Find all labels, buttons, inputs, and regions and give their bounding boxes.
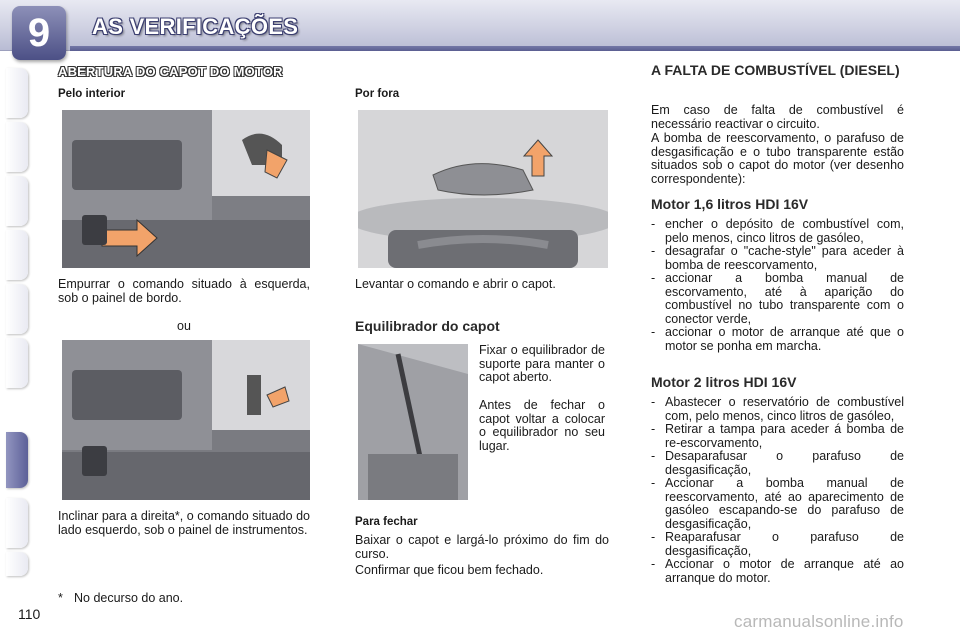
chapter-tab[interactable] <box>6 176 28 226</box>
balancer-text-2: Antes de fechar o capot voltar a colocar o equilibrador no seu lugar. <box>479 398 605 453</box>
exterior-latch-illustration <box>358 110 608 268</box>
interior-heading: Pelo interior <box>58 88 126 100</box>
engine-2-steps <box>651 396 904 585</box>
balancer-heading: Equilibrador do capot <box>355 318 500 334</box>
interior-release-lever-photo <box>62 110 310 268</box>
interior-release-lever-alt-photo <box>62 340 310 500</box>
exterior-caption: Levantar o comando e abrir o capot. <box>355 277 556 291</box>
hood-prop-illustration <box>358 344 468 500</box>
footnote-marker: * <box>58 591 63 605</box>
engine-16-heading: Motor 1,6 litros HDI 16V <box>651 196 809 212</box>
footnote-text: No decurso do ano. <box>74 591 184 605</box>
list-item: - Retirar a tampa para aceder á bomba de re-escorvamento, <box>651 423 904 450</box>
list-item: - Abastecer o reservatório de combustível com, pelo menos, cinco litros de gasóleo, <box>651 396 904 423</box>
fuel-shortage-intro-2: A bomba de reescorvamento, o parafuso de desgasificação e o tubo transparente estão situados sob o capot do motor (ver desenho correspondente): <box>651 131 904 186</box>
interior-caption-2: Inclinar para a direita*, o comando situado do lado esquerdo, sob o painel de instrumentos. <box>58 509 310 537</box>
chapter-tab-strip <box>0 60 30 580</box>
close-text-1: Baixar o capot e largá-lo próximo do fim do curso. <box>355 533 609 561</box>
exterior-latch-photo <box>358 110 608 268</box>
engine-16-steps <box>651 218 904 353</box>
or-label: ou <box>177 319 191 333</box>
interior-release-lever-alt-illustration <box>62 340 310 500</box>
list-item: - Desaparafusar o parafuso de desgasificação, <box>651 450 904 477</box>
list-item: - encher o depósito de combustível com, pelo menos, cinco litros de gasóleo, <box>651 218 904 245</box>
list-item: - desagrafar o "cache-style" para aceder à bomba de reescorvamento, <box>651 245 904 272</box>
chapter-number-badge: 9 <box>12 6 66 60</box>
chapter-tab[interactable] <box>6 122 28 172</box>
interior-release-lever-illustration <box>62 110 310 268</box>
section-title-hood-opening: ABERTURA DO CAPOT DO MOTOR <box>58 64 283 79</box>
watermark: carmanualsonline.info <box>734 612 904 631</box>
chapter-tab-active[interactable] <box>6 432 28 488</box>
fuel-shortage-heading: A FALTA DE COMBUSTÍVEL (DIESEL) <box>651 62 900 78</box>
chapter-tab[interactable] <box>6 230 28 280</box>
chapter-tab[interactable] <box>6 498 28 548</box>
engine-2-heading: Motor 2 litros HDI 16V <box>651 374 797 390</box>
list-item: - Reaparafusar o parafuso de desgasificação, <box>651 531 904 558</box>
chapter-tab[interactable] <box>6 68 28 118</box>
fuel-shortage-intro-1: Em caso de falta de combustível é necessário reactivar o circuito. <box>651 103 904 131</box>
hood-prop-photo <box>358 344 468 500</box>
page-title: AS VERIFICAÇÕES <box>92 14 299 39</box>
list-item: - accionar o motor de arranque até que o motor se ponha em marcha. <box>651 326 904 353</box>
header-rule <box>70 46 960 51</box>
close-heading: Para fechar <box>355 516 418 528</box>
interior-caption-1: Empurrar o comando situado à esquerda, sob o painel de bordo. <box>58 277 310 305</box>
list-item: - Accionar o motor de arranque até ao arranque do motor. <box>651 558 904 585</box>
balancer-text-1: Fixar o equilibrador de suporte para manter o capot aberto. <box>479 343 605 384</box>
page-number: 110 <box>18 606 41 622</box>
chapter-tab[interactable] <box>6 552 28 576</box>
list-item: - Accionar a bomba manual de reescorvamento, até ao aparecimento de gasóleo escapando-se do parafuso de desgasificação, <box>651 477 904 531</box>
list-item: - accionar a bomba manual de escorvamento, até à aparição do combustível no tubo transparente com o conector verde, <box>651 272 904 326</box>
close-text-2: Confirmar que ficou bem fechado. <box>355 563 544 577</box>
chapter-tab[interactable] <box>6 338 28 388</box>
exterior-heading: Por fora <box>355 88 400 100</box>
chapter-tab[interactable] <box>6 284 28 334</box>
